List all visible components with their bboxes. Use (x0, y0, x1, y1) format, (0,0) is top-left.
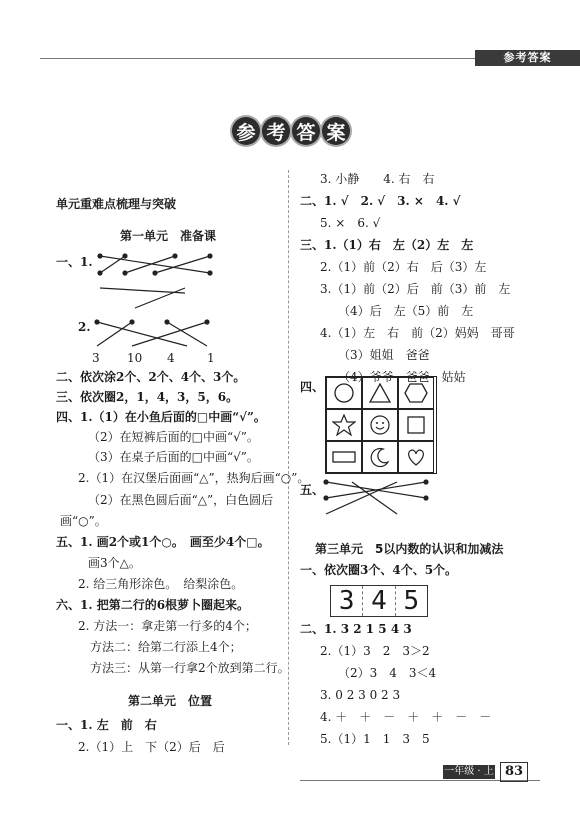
unit1-title: 第一单元 准备课 (120, 229, 217, 243)
answer-line: 2. 方法一：拿走第一行多的4个； (78, 619, 257, 633)
page-title (232, 114, 352, 148)
answer-line: 2.（1）3 2 3＞2 (320, 644, 430, 658)
q5-label: 五、 (300, 483, 325, 497)
answer-line: （3）姐姐 爸爸 (338, 348, 430, 362)
answer-line: （4）爷爷 爸爸 姑姑 (338, 370, 466, 384)
answer-line: 3.（1）前（2）后 前（3）前 左 (320, 282, 511, 296)
column-divider (288, 170, 290, 745)
handwritten-digit: 3 (331, 586, 363, 616)
header-tab: 参考答案 (475, 50, 580, 66)
answer-line: 3. 小静 4. 右 右 (320, 172, 435, 186)
answer-line: 画“○”。 (60, 514, 107, 528)
handwritten-digit: 5 (403, 586, 420, 616)
q1-2-label: 2. (78, 320, 91, 334)
answer-line: 四、1.（1）在小鱼后面的□中画“√”。 (56, 410, 266, 424)
triangle-icon (362, 377, 398, 409)
q1-2-num: 4 (167, 351, 175, 365)
answer-line: 5. × 6. √ (320, 216, 381, 230)
title-char: 参 (232, 117, 260, 145)
rectangle-icon (326, 441, 362, 473)
answer-line: （4）后 左（5）前 左 (338, 304, 474, 318)
answer-line: 方法二：给第二行添上4个； (90, 640, 242, 654)
answer-line: （2）3 4 3＜4 (338, 666, 437, 680)
answer-line: 4. ＋ ＋ － ＋ ＋ － － (320, 710, 492, 724)
q1-2-num: 3 (92, 351, 100, 365)
title-char: 考 (262, 117, 290, 145)
matching-lines-3 (322, 476, 432, 518)
circle-icon (326, 377, 362, 409)
page-number: 83 (500, 762, 528, 782)
answer-line: （2）在黑色圆后面“△”，白色圆后 (88, 493, 274, 507)
q4-label: 四、 (300, 380, 325, 394)
heart-icon (398, 441, 434, 473)
section-heading: 单元重难点梳理与突破 (56, 197, 177, 211)
answer-line: 二、1. 3 2 1 5 4 3 (300, 622, 412, 636)
answer-line: 三、依次圈2，1，4，3，5，6。 (56, 390, 239, 404)
q1-2-num: 1 (207, 351, 215, 365)
answer-line: 2. 给三角形涂色。 给梨涂色。 (78, 577, 244, 591)
answer-line: 方法三：从第一行拿2个放到第二行。 (90, 661, 290, 675)
answer-line: 2.（1）在汉堡后面画“△”，热狗后画“○”。 (78, 471, 310, 485)
answer-line: 二、依次涂2个、2个、4个、3个。 (56, 370, 246, 384)
q1-1-label: 一、1. (56, 255, 93, 269)
handwriting-boxes (330, 585, 428, 617)
handwritten-digit: 4 (363, 586, 395, 616)
answer-line: 六、1. 把第二行的6根萝卜圈起来。 (56, 598, 250, 612)
star-icon (326, 409, 362, 441)
square-icon (398, 409, 434, 441)
smiley-icon (362, 409, 398, 441)
answer-line: 5.（1）1 1 3 5 (320, 732, 430, 746)
q1-2-num: 10 (127, 351, 143, 365)
title-char: 案 (322, 117, 350, 145)
moon-icon (362, 441, 398, 473)
answer-line: 五、1. 画2个或1个○。 画至少4个□。 (56, 535, 270, 549)
grade-label: 一年级 · 上 (444, 766, 494, 777)
answer-line: 4.（1）左 右 前（2）妈妈 哥哥 (320, 326, 515, 340)
answer-line: 3. 0 2 3 0 2 3 (320, 688, 401, 702)
answer-line: （2）在短裤后面的□中画“√”。 (88, 430, 259, 444)
answer-line: （3）在桌子后面的□中画“√”。 (88, 450, 259, 464)
answer-line: 二、1. √ 2. √ 3. × 4. √ (300, 194, 461, 208)
answer-line: 一、依次圈3个、4个、5个。 (300, 563, 458, 577)
hexagon-icon (398, 377, 434, 409)
answer-line: 2.（1）上 下（2）后 后 (78, 740, 225, 754)
title-char: 答 (292, 117, 320, 145)
unit2-title: 第二单元 位置 (128, 694, 213, 708)
answer-line: 三、1.（1）右 左（2）左 左 (300, 238, 474, 252)
unit3-title: 第三单元 5以内数的认识和加减法 (315, 542, 504, 556)
shape-grid (325, 376, 437, 474)
answer-line: 一、1. 左 前 右 (56, 718, 157, 732)
answer-line: 画3个△。 (88, 556, 141, 570)
answer-line: 2.（1）前（2）右 后（3）左 (320, 260, 487, 274)
matching-lines-1 (95, 248, 235, 318)
matching-lines-2 (92, 318, 222, 350)
